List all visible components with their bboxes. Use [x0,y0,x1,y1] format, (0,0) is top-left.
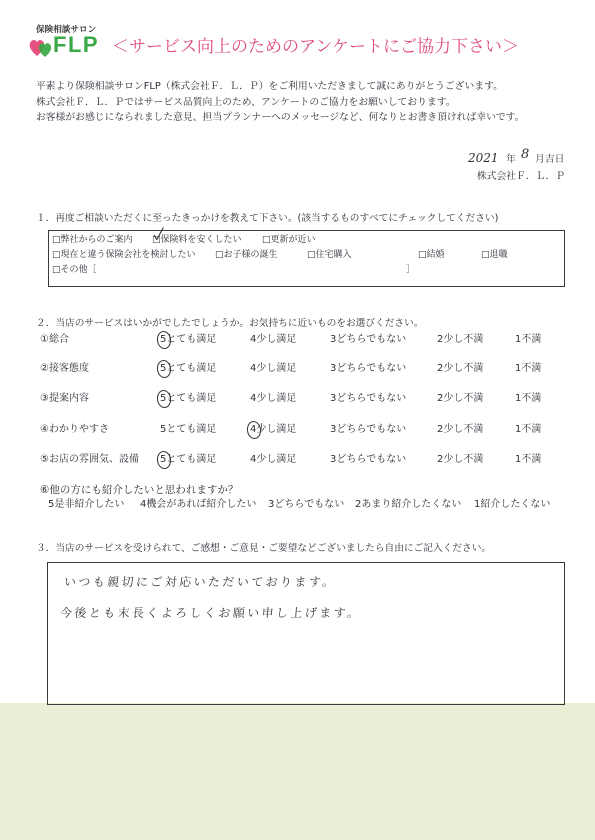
rating-row [0,453,595,467]
q1-option-company-guide [52,234,133,246]
rating-option-label: 不満 [521,334,542,345]
rating-option-label: どちらでもない [336,454,407,465]
q1-option-label: □住宅購入 [307,250,352,260]
checkmark-icon [153,227,164,241]
rating-option [250,333,296,347]
intro-line: 平素より保険相談サロンFLP（株式会社Ｆ．Ｌ．Ｐ）をご利用いただきまして誠にありがとうございます。 [36,81,503,92]
q1-option-other-insurer [52,249,196,261]
rating-option [437,423,483,437]
rating-option [250,453,296,467]
rating-option [330,453,406,467]
rating-item-label: ④わかりやすさ [40,424,109,435]
rating-option-number: 5 [160,363,167,374]
rating-option-label: 少し満足 [256,454,297,465]
rating-item-label: ②接客態度 [40,363,89,374]
q3-question: ３．当店のサービスを受けられて、ご感想・ご意見・ご要望などございましたら自由にご記入ください。 [36,543,492,554]
rating-option [330,423,406,437]
rating-row [0,423,595,437]
rating-option [330,333,406,347]
rating-option-label: 少し満足 [256,363,297,374]
referral-question: ⑥他の方にも紹介したいと思われますか？ [40,484,239,496]
rating-option [250,362,296,376]
rating-option-label: どちらでもない [336,334,407,345]
rating-item-label: ①総合 [40,334,69,345]
logo-wordmark: FLP [53,32,100,57]
rating-option-number: 2 [437,454,444,465]
rating-option-number: 3 [330,334,337,345]
rating-option-number: 4 [250,454,257,465]
rating-option-number: 2 [437,393,444,404]
rating-item-label: ⑤お店の雰囲気、設備 [40,454,139,465]
q1-option-label: □更新が近い [262,235,316,245]
rating-option-number: 1 [515,334,522,345]
date-year-unit: 年 [506,154,516,165]
rating-option-number: 2 [437,363,444,374]
intro-text [36,79,524,126]
rating-option-number: 5 [160,454,167,465]
bottom-band [0,703,595,840]
q1-option-renewal-soon [262,234,316,246]
rating-option [515,362,541,376]
rating-option-label: 少し不満 [443,424,484,435]
survey-title: ＜サービス向上のためのアンケートにご協力下さい＞ [112,37,519,57]
rating-option [250,392,296,406]
q2-question: ２．当店のサービスはいかがでしたでしょうか。お気持ちに近いものをお選びください。 [36,318,424,329]
rating-option-label: とても満足 [166,454,217,465]
referral-option: 2あまり紹介したくない [355,499,462,510]
company-name: 株式会社Ｆ．Ｌ．Ｐ [476,171,565,182]
intro-line: お客様がお感じになられました意見、担当プランナーへのメッセージなど、何なりとお書き頂ければ幸いです。 [36,112,525,123]
q1-option-home-purchase [307,249,352,261]
rating-option-label: とても満足 [166,393,217,404]
rating-option-number: 2 [437,334,444,345]
rating-option-number: 4 [250,363,257,374]
rating-option-number: 3 [330,393,337,404]
rating-option-number: 1 [515,393,522,404]
rating-option-label: 少し不満 [443,334,484,345]
q1-option-label: □結婚 [418,250,445,260]
rating-option [330,362,406,376]
logo-tagline: 保険相談サロン [36,25,97,35]
rating-item-label: ③提案内容 [40,393,89,404]
referral-option: 5是非紹介したい [48,499,125,510]
heart-icon [28,36,55,58]
rating-row [0,362,595,376]
handwritten-answer-line: 今後とも末長くよろしくお願い申し上げます。 [59,606,363,620]
rating-option [515,392,541,406]
handwritten-answer-line: いつも親切にご対応いただいております。 [63,575,338,589]
rating-option-number: 5 [160,393,167,404]
referral-option: 1紹介したくない [474,499,551,510]
rating-option-label: とても満足 [166,363,217,374]
rating-option [515,333,541,347]
rating-option [160,333,216,347]
date-month-handwritten: 8 [521,147,530,162]
rating-row [0,392,595,406]
rating-option-label: どちらでもない [336,424,407,435]
rating-option [515,453,541,467]
rating-option-label: 不満 [521,424,542,435]
date-year-handwritten: 2021 [468,151,499,165]
rating-row [0,333,595,347]
rating-option-number: 3 [330,454,337,465]
q1-option-marriage [418,249,445,261]
rating-option [437,453,483,467]
q1-option-label: □現在と違う保険会社を検討したい [52,250,196,260]
rating-option-number: 3 [330,363,337,374]
rating-option-number: 5 [160,334,167,345]
rating-option [160,392,216,406]
rating-option [437,333,483,347]
rating-option-label: 少し不満 [443,363,484,374]
rating-option-number: 4 [250,393,257,404]
rating-option-number: 1 [515,454,522,465]
referral-option: 3どちらでもない [268,499,345,510]
rating-option [515,423,541,437]
rating-option-label: 少し満足 [256,393,297,404]
rating-option-number: 4 [250,334,257,345]
rating-option-label: 不満 [521,393,542,404]
q1-option-label: □弊社からのご案内 [52,235,133,245]
rating-option [437,362,483,376]
q1-option-label: □お子様の誕生 [215,250,278,260]
rating-option-label: 少し満足 [256,334,297,345]
rating-option [330,392,406,406]
rating-option-label: どちらでもない [336,363,407,374]
rating-option [160,362,216,376]
rating-option-number: 1 [515,424,522,435]
rating-option-label: 少し不満 [443,393,484,404]
q1-option-child-birth [215,249,278,261]
rating-option-label: 不満 [521,363,542,374]
q1-option-retirement [481,249,508,261]
q1-option-lower-premium [152,234,242,246]
q1-option-label: □退職 [481,250,508,260]
rating-option-number: 5 [160,424,167,435]
q1-option-label: □保険料を安くしたい [152,235,242,245]
rating-option-number: 3 [330,424,337,435]
q1-option-other-bracket: ］ [406,265,416,275]
rating-option-label: とても満足 [166,424,217,435]
rating-option-label: 少し満足 [256,424,297,435]
rating-option-number: 4 [250,424,257,435]
date-month-suffix: 月吉日 [535,154,565,165]
rating-option [160,453,216,467]
q1-question: １．再度ご相談いただくに至ったきっかけを教えて下さい。(該当するものすべてにチェックしてください) [36,213,499,224]
rating-option [160,423,216,437]
rating-option-number: 2 [437,424,444,435]
rating-option-label: 少し不満 [443,454,484,465]
q1-option-other: □その他［ [52,265,97,275]
rating-option [437,392,483,406]
rating-option [250,423,296,437]
rating-option-label: 不満 [521,454,542,465]
rating-option-number: 1 [515,363,522,374]
referral-option: 4機会があれば紹介したい [140,499,257,510]
rating-option-label: どちらでもない [336,393,407,404]
intro-line: 株式会社Ｆ．Ｌ．Ｐではサービス品質向上のため、アンケートのご協力をお願いしております。 [36,96,456,108]
rating-option-label: とても満足 [166,334,217,345]
